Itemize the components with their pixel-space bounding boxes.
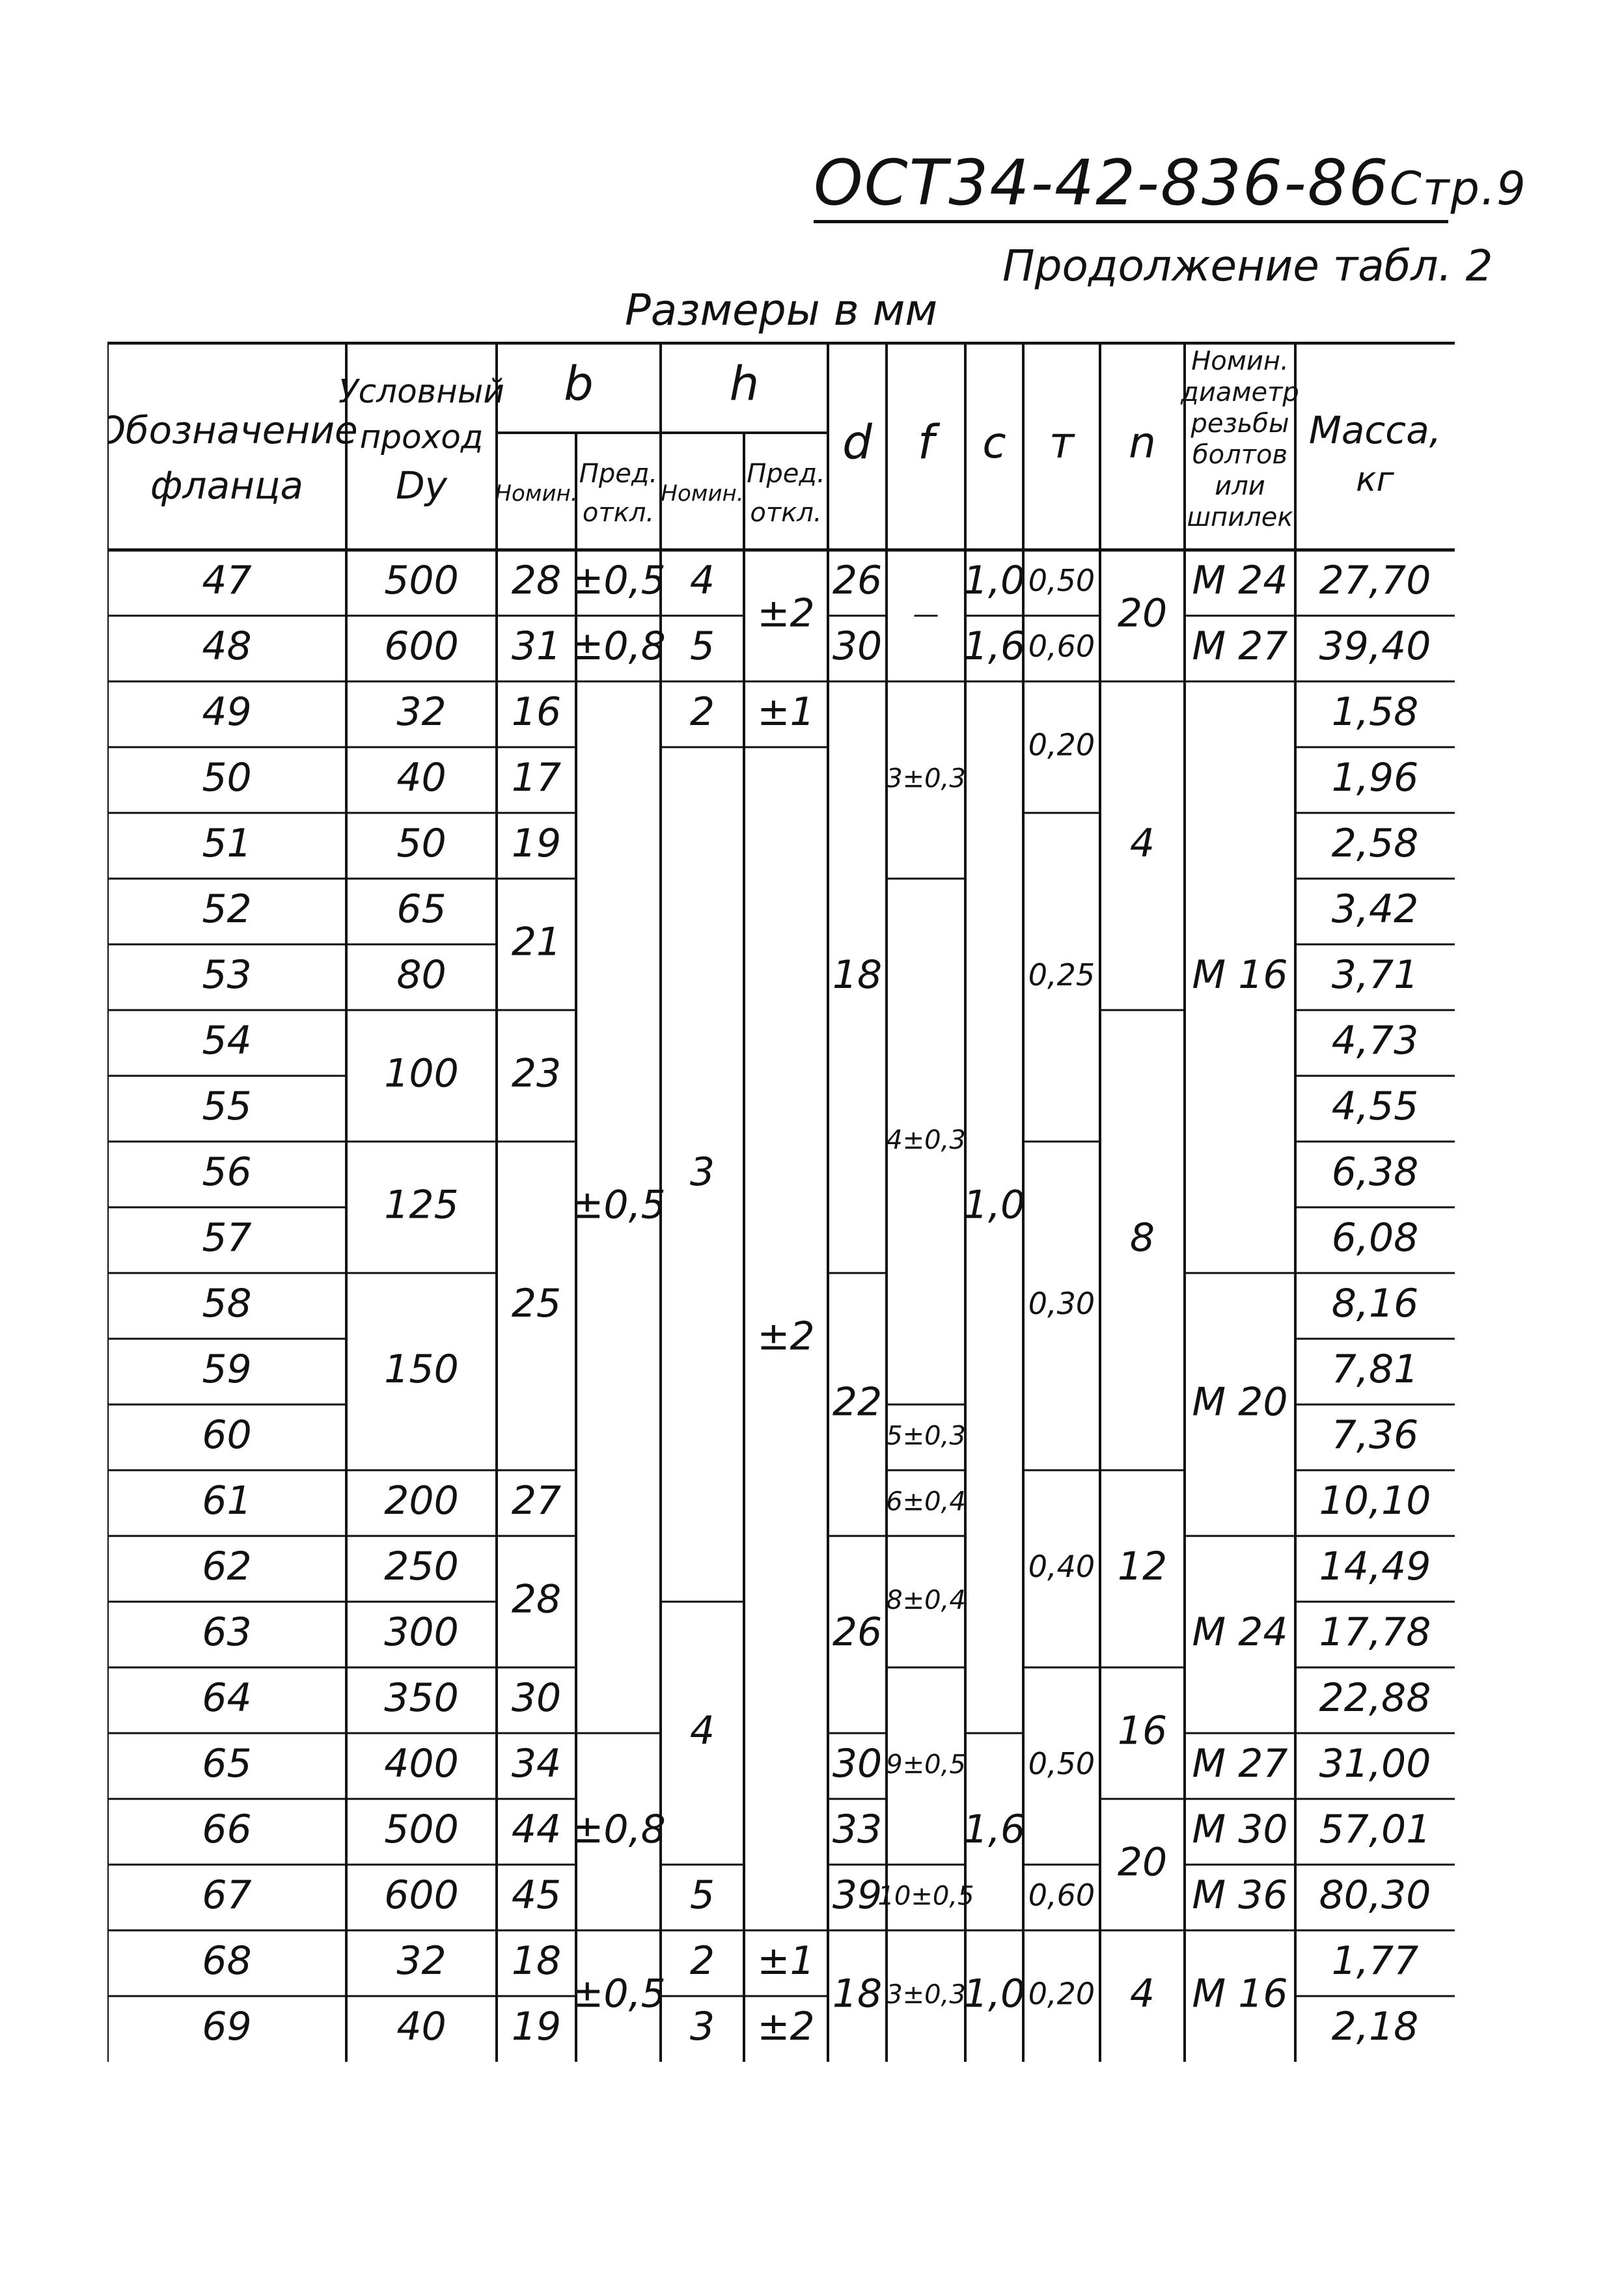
c-value: 1,0 [963,1182,1026,1228]
header-designation: Обозначение [107,408,358,453]
h-nom-value: 2 [689,689,715,735]
b-nom-value: 19 [511,821,562,867]
d-value: 22 [832,1379,883,1425]
mass-value: 27,70 [1319,558,1431,604]
thread-value: М 16 [1192,952,1288,998]
flange-designation: 58 [202,1281,252,1327]
mass-value: 17,78 [1319,1609,1431,1656]
t-value: 0,50 [1028,563,1095,598]
units-label: Размеры в мм [625,285,938,335]
b-nom-value: 19 [511,2004,562,2050]
b-nom-value: 45 [511,1872,562,1919]
f-value: 6±0,4 [886,1486,966,1517]
mass-value: 6,38 [1331,1149,1419,1196]
header-b-dev: откл. [582,498,655,528]
flange-designation: 66 [202,1807,252,1853]
t-value: 0,25 [1028,957,1095,993]
flange-table [107,342,1461,2102]
flange-designation: 68 [202,1938,252,1984]
f-value: 5±0,3 [886,1421,966,1451]
t-value: 0,60 [1028,629,1095,664]
flange-designation: 53 [202,952,252,998]
flange-designation: 63 [202,1609,252,1656]
d-value: 18 [832,1971,883,2017]
h-nom-value: 5 [689,1872,715,1919]
flange-designation: 59 [202,1347,252,1393]
t-value: 0,30 [1028,1286,1095,1321]
d-value: 33 [832,1807,883,1853]
t-value: 0,50 [1028,1746,1095,1781]
mass-value: 8,16 [1331,1281,1419,1327]
d-value: 30 [832,623,883,670]
mass-value: 10,10 [1319,1478,1431,1524]
f-value: 4±0,3 [886,1125,966,1155]
mass-value: 4,73 [1331,1018,1419,1064]
h-dev-value: ±2 [757,1313,815,1360]
h-nom-value: 2 [689,1938,715,1984]
flange-table-grid [107,342,1461,2099]
b-nom-value: 44 [511,1807,562,1853]
thread-value: М 30 [1192,1807,1288,1853]
n-value: 4 [1129,821,1155,867]
flange-designation: 49 [202,689,252,735]
b-nom-value: 17 [511,755,562,801]
mass-value: 1,77 [1331,1938,1419,1984]
header-c: c [982,418,1006,469]
header-h-nom: Номин. [661,480,744,507]
b-nom-value: 16 [511,689,562,735]
c-value: 1,0 [963,558,1026,604]
b-nom-value: 30 [511,1675,562,1721]
flange-designation: 56 [202,1149,252,1196]
thread-value: М 24 [1192,558,1288,604]
header-dy: Dy [396,463,447,508]
thread-value: М 24 [1192,1609,1288,1656]
b-nom-value: 25 [511,1281,562,1327]
d-value: 26 [832,558,883,604]
d-value: 30 [832,1741,883,1787]
mass-value: 2,18 [1331,2004,1419,2050]
mass-value: 31,00 [1319,1741,1431,1787]
t-value: 0,20 [1028,727,1095,763]
flange-designation: 52 [202,886,252,933]
mass-value: 6,08 [1331,1215,1419,1261]
flange-designation: 60 [202,1412,252,1458]
f-value: 8±0,4 [886,1585,966,1615]
flange-designation: 57 [202,1215,252,1261]
c-value: 1,6 [963,623,1026,670]
header-b: b [564,356,594,411]
header-mass: Масса, [1308,408,1442,453]
t-value: 0,40 [1028,1549,1095,1584]
mass-value: 80,30 [1319,1872,1431,1919]
header-thread: или [1215,471,1265,501]
n-value: 20 [1117,1839,1168,1885]
mass-value: 7,36 [1331,1412,1419,1458]
header-mass: кг [1356,460,1394,499]
mass-value: 2,58 [1331,821,1419,867]
mass-value: 39,40 [1319,623,1431,670]
b-dev-value: ±0,5 [571,1182,666,1228]
dy-value: 300 [384,1609,459,1656]
header-b-nom: Номин. [495,480,578,507]
f-value: 10±0,5 [877,1881,974,1911]
flange-designation: 50 [202,755,252,801]
dy-value: 32 [396,1938,447,1984]
h-dev-value: ±2 [757,2004,815,2050]
header-d: d [842,415,872,470]
b-nom-value: 34 [511,1741,562,1787]
header-t: т [1049,418,1075,469]
dy-value: 40 [396,2004,447,2050]
thread-value: М 20 [1192,1379,1288,1425]
dy-value: 500 [384,1807,459,1853]
dy-value: 400 [384,1741,459,1787]
header-thread: шпилек [1187,502,1293,532]
page-label: Стр.9 [1389,162,1527,215]
b-nom-value: 18 [511,1938,562,1984]
header-f: f [917,415,935,470]
flange-designation: 48 [202,623,252,670]
dy-value: 65 [396,886,447,933]
mass-value: 3,71 [1331,952,1419,998]
flange-designation: 65 [202,1741,252,1787]
h-dev-value: ±1 [757,1938,815,1984]
h-nom-value: 3 [689,2004,715,2050]
n-value: 20 [1117,590,1168,637]
dy-value: 600 [384,1872,459,1919]
thread-value: М 16 [1192,1971,1288,2017]
c-value: 1,6 [963,1807,1026,1853]
continuation-label: Продолжение табл. 2 [1002,241,1493,291]
b-dev-value: ±0,8 [571,623,666,670]
n-value: 4 [1129,1971,1155,2017]
flange-designation: 47 [202,558,252,604]
h-dev-value: ±1 [757,689,815,735]
n-value: 16 [1117,1708,1168,1754]
h-dev-value: ±2 [757,590,815,637]
flange-designation: 67 [202,1872,252,1919]
f-value: — [913,599,939,629]
mass-value: 4,55 [1331,1084,1419,1130]
mass-value: 1,96 [1331,755,1419,801]
dy-value: 150 [384,1347,459,1393]
f-value: 3±0,3 [886,1980,966,2010]
header-n: n [1129,418,1156,469]
header-h-dev: Пред. [747,459,825,489]
header-thread: болтов [1192,440,1288,470]
n-value: 8 [1129,1215,1155,1261]
t-value: 0,60 [1028,1878,1095,1913]
b-nom-value: 28 [511,558,562,604]
dy-value: 40 [396,755,447,801]
n-value: 12 [1117,1544,1168,1590]
flange-designation: 54 [202,1018,252,1064]
d-value: 26 [832,1609,883,1656]
flange-designation: 64 [202,1675,252,1721]
dy-value: 600 [384,623,459,670]
flange-designation: 51 [202,821,252,867]
thread-value: М 27 [1192,623,1288,670]
h-nom-value: 4 [689,1708,715,1754]
c-value: 1,0 [963,1971,1026,2017]
flange-designation: 62 [202,1544,252,1590]
b-nom-value: 21 [511,919,562,965]
h-nom-value: 3 [689,1149,715,1196]
header-thread: диаметр [1181,377,1299,407]
header-h-dev: откл. [750,498,822,528]
t-value: 0,20 [1028,1976,1095,2012]
dy-value: 50 [396,821,447,867]
b-nom-value: 27 [511,1478,562,1524]
thread-value: М 36 [1192,1872,1288,1919]
header-designation: фланца [150,463,304,508]
dy-value: 125 [384,1182,459,1228]
header-thread: резьбы [1190,409,1289,439]
dy-value: 100 [384,1050,459,1097]
header-dy: Условный [338,372,504,411]
document-code [814,146,1527,219]
flange-designation: 69 [202,2004,252,2050]
b-dev-value: ±0,5 [571,558,666,604]
header-thread: Номин. [1191,346,1289,376]
mass-value: 22,88 [1319,1675,1431,1721]
h-nom-value: 4 [689,558,715,604]
document-code-text: ОСТ34-42-836-86 [814,146,1390,219]
dy-value: 80 [396,952,447,998]
dy-value: 32 [396,689,447,735]
dy-value: 200 [384,1478,459,1524]
h-nom-value: 5 [689,623,715,670]
mass-value: 7,81 [1331,1347,1419,1393]
dy-value: 250 [384,1544,459,1590]
header-b-dev: Пред. [579,459,658,489]
header-h: h [729,356,760,411]
b-nom-value: 23 [511,1050,562,1097]
d-value: 18 [832,952,883,998]
d-value: 39 [832,1872,883,1919]
f-value: 3±0,3 [886,763,966,794]
mass-value: 3,42 [1331,886,1419,933]
header-dy: проход [359,418,484,456]
dy-value: 350 [384,1675,459,1721]
f-value: 9±0,5 [886,1749,966,1780]
b-dev-value: ±0,5 [571,1971,666,2017]
b-nom-value: 31 [511,623,562,670]
mass-value: 1,58 [1331,689,1419,735]
mass-value: 57,01 [1319,1807,1431,1853]
b-dev-value: ±0,8 [571,1807,666,1853]
flange-designation: 61 [202,1478,252,1524]
b-nom-value: 28 [511,1576,562,1623]
dy-value: 500 [384,558,459,604]
document-code-underline [814,220,1448,223]
flange-designation: 55 [202,1084,252,1130]
thread-value: М 27 [1192,1741,1288,1787]
mass-value: 14,49 [1319,1544,1431,1590]
